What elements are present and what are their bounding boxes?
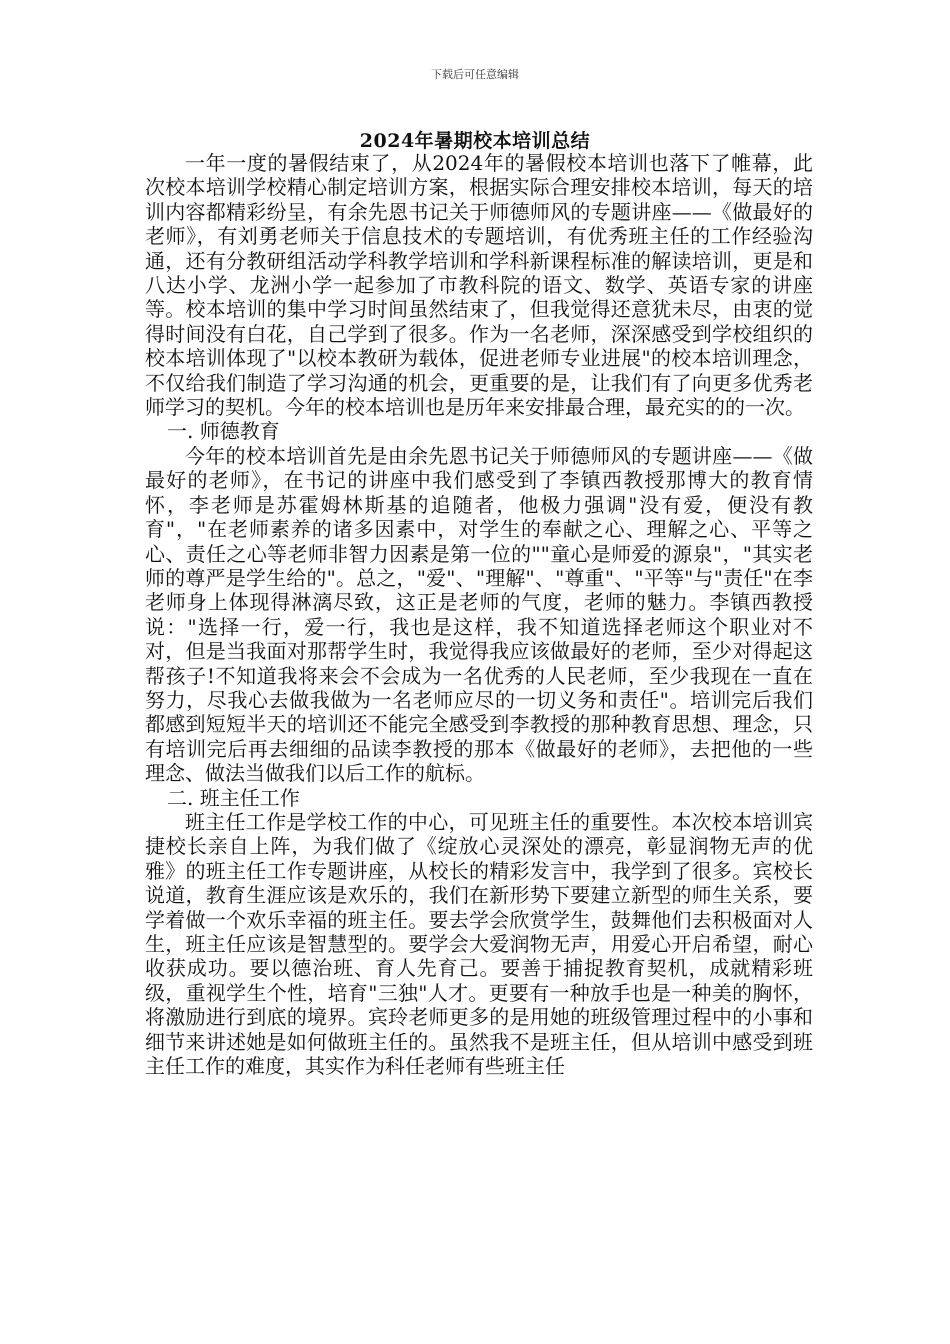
paragraph-class-teacher: 班主任工作是学校工作的中心，可见班主任的重要性。本次校本培训宾捷校长亲自上阵，为我们做了《绽放心灵深处的漂亮，彰显润物无声的优雅》的班主任工作专题讲座，从校长的精彩发言中，我学到了很多。宾校长说道，教育生涯应该是欢乐的，我们在新形势下要建立新型的师生关系，要学着做一个欢乐幸福的班主任。要去学会欣赏学生，鼓舞他们去积极面对人生，班主任应该是智慧型的。要学会大爱润物无声，用爱心开启希望，耐心收获成功。要以德治班、育人先育己。要善于捕捉教育契机，成就精彩班级，重视学生个性，培育"三独"人才。更要有一种放手也是一种美的胸怀，将激励进行到底的境界。宾玲老师更多的是用她的班级管理过程中的小事和细节来讲述她是如何做班主任的。虽然我不是班主任，但从培训中感受到班主任工作的难度，其实作为科任老师有些班主任 (145, 809, 813, 1079)
document-body (145, 151, 813, 1078)
section-heading-ethics: 一. 师德教育 (167, 419, 280, 444)
paragraph-ethics: 今年的校本培训首先是由余先恩书记关于师德师风的专题讲座——《做最好的老师》，在书记的讲座中我们感受到了李镇西教授那博大的教育情怀，李老师是苏霍姆林斯基的追随者，他极力强调"没有爱，便没有教育"，"在老师素养的诸多因素中，对学生的奉献之心、理解之心、平等之心、责任之心等老师非智力因素是第一位的""童心是师爱的源泉"，"其实老师的尊严是学生给的"。总之，"爱"、"理解"、"尊重"、"平等"与"责任"在李老师身上体现得淋漓尽致，这正是老师的气度，老师的魅力。李镇西教授说："选择一行，爱一行，我也是这样，我不知道选择老师这个职业对不对，但是当我面对那帮学生时，我觉得我应该做最好的老师，至少对得起这帮孩子!不知道我将来会不会成为一名优秀的人民老师，至少我现在一直在努力，尽我心去做我做为一名老师应尽的一切义务和责任"。培训完后我们都感到短短半天的培训还不能完全感受到李教授的那种教育思想、理念，只有培训完后再去细细的品读李教授的那本《做最好的老师》，去把他的一些理念、做法当做我们以后工作的航标。 (145, 443, 813, 786)
header-note: 下载后可任意编辑 (431, 68, 519, 81)
paragraph-intro: 一年一度的暑假结束了，从2024年的暑假校本培训也落下了帷幕，此次校本培训学校精心制定培训方案，根据实际合理安排校本培训，每天的培训内容都精彩纷呈，有余先恩书记关于师德师风的专题讲座——《做最好的老师》，有刘勇老师关于信息技术的专题培训，有优秀班主任的工作经验沟通，还有分教研组活动学科教学培训和学科新课程标准的解读培训，更是和八达小学、龙洲小学一起参加了市教科院的语文、数学、英语专家的讲座等。校本培训的集中学习时间虽然结束了，但我觉得还意犹未尽，由衷的觉得时间没有白花，自己学到了很多。作为一名老师，深深感受到学校组织的校本培训体现了"以校本教研为载体，促进老师专业进展"的校本培训理念，不仅给我们制造了学习沟通的机会，更重要的是，让我们有了向更多优秀老师学习的契机。今年的校本培训也是历年来安排最合理，最充实的的一次。 (145, 151, 813, 420)
page-title: 2024年暑期校本培训总结 (359, 130, 591, 152)
section-heading-class-teacher: 二. 班主任工作 (167, 785, 300, 810)
